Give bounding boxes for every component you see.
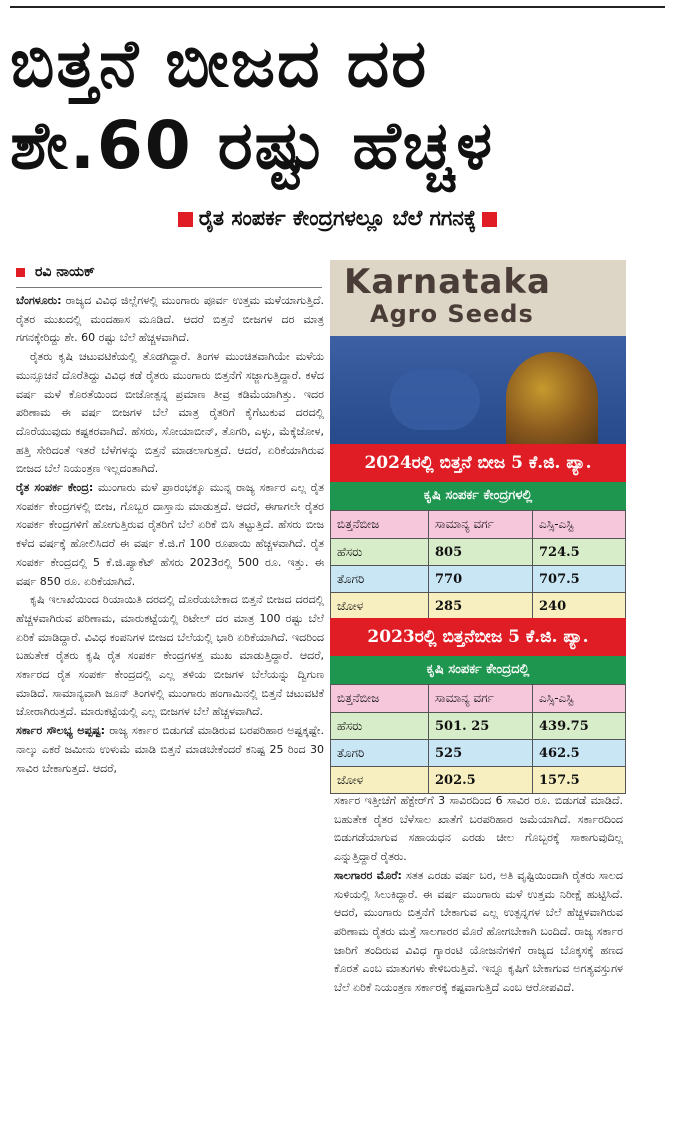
headline-line-2: ಶೇ.60 ರಷ್ಟು ಹೆಚ್ಚಳ <box>10 107 495 184</box>
subheadline-text: ರೈತ ಸಂಪರ್ಕ ಕೇಂದ್ರಗಳಲ್ಲೂ ಬೆಲೆ ಗಗನಕ್ಕೆ <box>198 206 477 230</box>
article-column-2 <box>334 792 623 1118</box>
table-cell: 240 <box>533 593 626 620</box>
table-cell: 285 <box>429 593 533 620</box>
red-square-icon <box>482 212 497 227</box>
table-cell: ತೊಗರಿ <box>331 566 429 593</box>
price-table-2024 <box>330 444 626 620</box>
table-cell: 707.5 <box>533 566 626 593</box>
table-cell: ಜೋಳ <box>331 593 429 620</box>
photo-brand-line-2: Agro Seeds <box>370 300 534 328</box>
author-name: ರವಿ ನಾಯಕ್ <box>35 264 95 280</box>
red-square-icon <box>178 212 193 227</box>
table-row <box>331 566 626 593</box>
section-lead: ರೈತ ಸಂಪರ್ಕ ಕೇಂದ್ರ: <box>16 481 94 495</box>
table-cell: 501. 25 <box>429 713 533 740</box>
table-row <box>331 593 626 620</box>
table-header: ಸಾಮಾನ್ಯ ವರ್ಗ <box>429 685 533 713</box>
table-cell: ಹೆಸರು <box>331 539 429 566</box>
byline <box>16 262 322 288</box>
table-cell: 439.75 <box>533 713 626 740</box>
table-row <box>331 740 626 767</box>
table-subtitle: ಕೃಷಿ ಸಂಪರ್ಕ ಕೇಂದ್ರದಲ್ಲಿ <box>330 656 626 684</box>
table-header: ಎಸ್ಸಿ-ಎಸ್ಟಿ <box>533 685 626 713</box>
subheadline <box>0 206 675 231</box>
paragraph: ಬೆಂಗಳೂರು: ರಾಜ್ಯದ ವಿವಿಧ ಜಿಲ್ಲೆಗಳಲ್ಲಿ ಮುಂಗಾರು ಪೂರ್ವ ಉತ್ತಮ ಮಳೆಯಾಗುತ್ತಿದೆ. ರೈತರ ಮುಖದಲ್ಲಿ ಮಂದಹಾಸ ಮೂಡಿದೆ. ಆದರೆ ಬಿತ್ತನೆ ಬೀಜಗಳ ದರ ಮಾತ್ರ ಗಗನಕ್ಕೇರಿದ್ದು ಶೇ. 60 ರಷ್ಟು ಬೆಲೆ ಹೆಚ್ಚಳವಾಗಿದೆ. <box>16 294 324 345</box>
table-header: ಬಿತ್ತನೆಬೀಜ <box>331 685 429 713</box>
dateline: ಬೆಂಗಳೂರು: <box>16 294 62 307</box>
section-lead: ಸಾಲಗಾರರ ಮೊರೆ: <box>334 868 402 882</box>
red-square-icon <box>16 268 25 277</box>
paragraph: ಸರ್ಕಾರ ಇತ್ತೀಚೆಗೆ ಹೆಕ್ಟೇರ್‌ಗೆ 3 ಸಾವಿರದಿಂದ 6 ಸಾವಿರ ರೂ. ಬಿಡುಗಡೆ ಮಾಡಿದೆ. ಬಹುತೇಕ ರೈತರ ಬೆಳೆಸಾಲ ಖಾತೆಗೆ ಬರಪರಿಹಾರ ಜಮೆಯಾಗಿದೆ. ಸರ್ಕಾರದಿಂದ ಬಿಡುಗಡೆಯಾಗುವ ಸಹಾಯಧನ ಎರಡು ಚೀಲ ಗೊಬ್ಬರಕ್ಕೆ ಸಾಕಾಗುವುದಿಲ್ಲ ಎನ್ನುತ್ತಿದ್ದಾರೆ ರೈತರು. <box>334 794 623 864</box>
table-title: 2023ರಲ್ಲಿ ಬಿತ್ತನೆಬೀಜ 5 ಕೆ.ಜಿ. ಪ್ಯಾ. <box>330 618 626 656</box>
top-rule <box>10 6 665 8</box>
table-header: ಸಾಮಾನ್ಯ ವರ್ಗ <box>429 511 533 539</box>
paragraph: ಸಾಲಗಾರರ ಮೊರೆ: ಸತತ ಎರಡು ವರ್ಷ ಬರ, ಅತಿ ವೃಷ್ಟಿಯಿಂದಾಗಿ ರೈತರು ಸಾಲದ ಸುಳಿಯಲ್ಲಿ ಸಿಲುಕಿದ್ದಾರೆ. ಈ ವರ್ಷ ಮುಂಗಾರು ಮಳೆ ಉತ್ತಮ ನಿರೀಕ್ಷೆ ಹುಟ್ಟಿಸಿದೆ. ಆದರೆ, ಮುಂಗಾರು ಬಿತ್ತನೆಗೆ ಬೇಕಾಗುವ ಎಲ್ಲ ಉತ್ಪನ್ನಗಳ ಬೆಲೆ ಹೆಚ್ಚಳವಾಗಿರುವ ಪರಿಣಾಮ ರೈತರು ಮತ್ತೆ ಸಾಲಗಾರರ ಮೊರೆ ಹೋಗಬೇಕಾಗಿ ಬಂದಿದೆ. ರಾಜ್ಯ ಸರ್ಕಾರ ಜಾರಿಗೆ ತಂದಿರುವ ವಿವಿಧ ಗ್ಯಾರಂಟಿ ಯೋಜನೆಗಳಿಗೆ ರಾಜ್ಯದ ಬೊಕ್ಕಸಕ್ಕೆ ಹಣದ ಕೊರತೆ ಎಂಬ ಮಾತುಗಳು ಕೇಳಿಬರುತ್ತಿವೆ. ಇನ್ನೂ ಕೃಷಿಗೆ ಬೇಕಾಗುವ ಅಗತ್ಯವಸ್ತುಗಳ ಬೆಲೆ ಏರಿಕೆ ನಿಯಂತ್ರಣ ಸರ್ಕಾರಕ್ಕೆ ಕಷ್ಟವಾಗುತ್ತಿದೆ ಎಂಬ ಆರೋಪವಿದೆ. <box>334 868 623 995</box>
price-table <box>330 510 626 620</box>
paragraph: ಸರ್ಕಾರ ಸೌಲಭ್ಯ ಅಪ್ಪಷ್ಟ: ರಾಜ್ಯ ಸರ್ಕಾರ ಬಿಡುಗಡೆ ಮಾಡಿರುವ ಬರಪರಿಹಾರ ಅಷ್ಟಕ್ಕಷ್ಟೇ. ನಾಲ್ಕು ಎಕರೆ ಜಮೀನು ಉಳುಮೆ ಮಾಡಿ ಬಿತ್ತನೆ ಮಾಡಬೇಕೆಂದರೆ ಕನಿಷ್ಟ 25 ರಿಂದ 30 ಸಾವಿರ ಬೇಕಾಗುತ್ತದೆ. ಆದರೆ, <box>16 724 324 775</box>
paragraph: ಕೃಷಿ ಇಲಾಖೆಯಿಂದ ರಿಯಾಯಿತಿ ದರದಲ್ಲಿ ದೊರೆಯಬೇಕಾದ ಬಿತ್ತನೆ ಬೀಜದ ದರದಲ್ಲಿ ಹೆಚ್ಚಳವಾಗಿರುವ ಪರಿಣಾಮ, ಮಾರುಕಟ್ಟೆಯಲ್ಲಿ ರಿಟೇಲ್ ದರ ಮಾತ್ರ 100 ರಷ್ಟು ಬೆಲೆ ಏರಿಕೆ ಮಾಡಿದ್ದಾರೆ. ವಿವಿಧ ಕಂಪನಿಗಳ ಬೀಜದ ಬೆಲೆಯಲ್ಲಿ ಭಾರಿ ಏರಿಕೆಯಾಗಿದೆ. ಇದರಿಂದ ಬಹುತೇಕ ರೈತರು ಕೃಷಿ ರೈತ ಸಂಪರ್ಕ ಕೇಂದ್ರಗಳತ್ತ ಮುಖ ಮಾಡುತ್ತಿದ್ದಾರೆ. ಆದರೆ, ಸರ್ಕಾರದ ರೈತ ಸಂಪರ್ಕ ಕೇಂದ್ರದಲ್ಲಿ ಎಲ್ಲ ತಳಿಯ ಬೀಜಗಳ ಬೆಲೆಯನ್ನು ದ್ವಿಗುಣ ಮಾಡಿದೆ. ಸಾಮಾನ್ಯವಾಗಿ ಜೂನ್ ತಿಂಗಳಲ್ಲಿ ಮುಂಗಾರು ಹಂಗಾಮಿನಲ್ಲಿ ಬಿತ್ತನೆ ಚಟುವಟಿಕೆ ಜೋರಾಗಿರುತ್ತದೆ. ಮಾರುಕಟ್ಟೆಯಲ್ಲಿ ಎಲ್ಲ ಬೀಜಗಳ ಬೆಲೆ ಹೆಚ್ಚಳವಾಗಿದೆ. <box>16 593 324 719</box>
table-header-row <box>331 511 626 539</box>
table-row <box>331 767 626 794</box>
headline-line-1: ಬಿತ್ತನೆ ಬೀಜದ ದರ <box>10 25 429 102</box>
seed-window <box>506 352 598 444</box>
table-cell: 157.5 <box>533 767 626 794</box>
seed-bag-photo <box>330 260 626 444</box>
paragraph: ರೈತ ಸಂಪರ್ಕ ಕೇಂದ್ರ: ಮುಂಗಾರು ಮಳೆ ಪ್ರಾರಂಭಕ್ಕೂ ಮುನ್ನ ರಾಜ್ಯ ಸರ್ಕಾರ ಎಲ್ಲ ರೈತ ಸಂಪರ್ಕ ಕೇಂದ್ರಗಳಲ್ಲಿ ಬೀಜ, ಗೊಬ್ಬರ ದಾಸ್ತಾನು ಮಾಡುತ್ತದೆ. ಆದರೆ, ಈಗಾಗಲೇ ರೈತರ ಸಂಪರ್ಕ ಕೇಂದ್ರಗಳಿಗೆ ಹೋಗುತ್ತಿರುವ ರೈತರಿಗೆ ಬೆಲೆ ಏರಿಕೆ ಬಿಸಿ ತಟ್ಟುತ್ತಿದೆ. ಹೆಸರು ಬೀಜ ಕಳೆದ ವರ್ಷಕ್ಕೆ ಹೋಲಿಸಿದರೆ ಈ ವರ್ಷ ಕೆ.ಜಿ.ಗೆ 100 ರೂಪಾಯಿ ಹೆಚ್ಚಳವಾಗಿದೆ. ರೈತ ಸಂಪರ್ಕ ಕೇಂದ್ರದಲ್ಲಿ 5 ಕೆ.ಜಿ.ಪ್ಯಾಕೆಟ್ ಹೆಸರು 2023ರಲ್ಲಿ 500 ರೂ. ಇತ್ತು. ಈ ವರ್ಷ 850 ರೂ. ಏರಿಕೆಯಾಗಿದೆ. <box>16 481 324 588</box>
table-title: 2024ರಲ್ಲಿ ಬಿತ್ತನೆ ಬೀಜ 5 ಕೆ.ಜಿ. ಪ್ಯಾ. <box>330 444 626 482</box>
table-cell: 462.5 <box>533 740 626 767</box>
table-header: ಬಿತ್ತನೆಬೀಜ <box>331 511 429 539</box>
paragraph: ರೈತರು ಕೃಷಿ ಚಟುವಟಿಕೆಯಲ್ಲಿ ತೊಡಗಿದ್ದಾರೆ. ತಿಂಗಳ ಮುಂಚಿತವಾಗಿಯೇ ಮಳೆಯ ಮುನ್ಸೂಚನೆ ದೊರೆತಿದ್ದು ವಿವಿಧ ಕಡೆ ರೈತರು ಮುಂಗಾರು ಬಿತ್ತನೆಗೆ ಸಜ್ಜಾಗುತ್ತಿದ್ದಾರೆ. ಕಳೆದ ವರ್ಷ ಮಳೆ ಕೊರತೆಯಿಂದ ಬೀಜೋತ್ಪನ್ನ ಪ್ರಮಾಣ ತೀವ್ರ ಕಡಿಮೆಯಾಗಿತ್ತು. ಇದರ ಪರಿಣಾಮ ಈ ವರ್ಷ ಬೀಜಗಳ ಬೆಲೆ ಮಾತ್ರ ರೈತರಿಗೆ ಕೈಗೆಟುಕುವ ದರದಲ್ಲಿ ದೊರೆಯುವುದು ಕಷ್ಟಕರವಾಗಿದೆ. ಹೆಸರು, ಸೋಯಾಬೀನ್, ತೊಗರಿ, ಎಳ್ಳು, ಮೆಕ್ಕೆಜೋಳ, ಹತ್ತಿ ಸೇರಿದಂತೆ ಇತರೆ ಬೆಳೆಗಳನ್ನು ಬಿತ್ತನೆ ಮಾಡಲಾಗುತ್ತದೆ. ಆದರೆ, ಏರಿಕೆಯಾಗಿರುವ ಬೀಜದ ಬೆಲೆ ನಿಯಂತ್ರಣ ಇಲ್ಲದಂತಾಗಿದೆ. <box>16 350 324 476</box>
table-cell: 724.5 <box>533 539 626 566</box>
table-cell: ತೊಗರಿ <box>331 740 429 767</box>
table-subtitle: ಕೃಷಿ ಸಂಪರ್ಕ ಕೇಂದ್ರಗಳಲ್ಲಿ <box>330 482 626 510</box>
section-lead: ಸರ್ಕಾರ ಸೌಲಭ್ಯ ಅಪ್ಪಷ್ಟ: <box>16 724 106 738</box>
table-cell: 805 <box>429 539 533 566</box>
price-table <box>330 684 626 794</box>
table-cell: ಹೆಸರು <box>331 713 429 740</box>
table-row <box>331 713 626 740</box>
table-cell: 525 <box>429 740 533 767</box>
table-cell: ಜೋಳ <box>331 767 429 794</box>
table-cell: 770 <box>429 566 533 593</box>
table-row <box>331 539 626 566</box>
table-header: ಎಸ್ಸಿ-ಎಸ್ಟಿ <box>533 511 626 539</box>
table-header-row <box>331 685 626 713</box>
article-column-1 <box>16 292 324 1118</box>
price-table-2023 <box>330 618 626 794</box>
photo-brand-line-1: Karnataka <box>344 262 551 302</box>
table-cell: 202.5 <box>429 767 533 794</box>
